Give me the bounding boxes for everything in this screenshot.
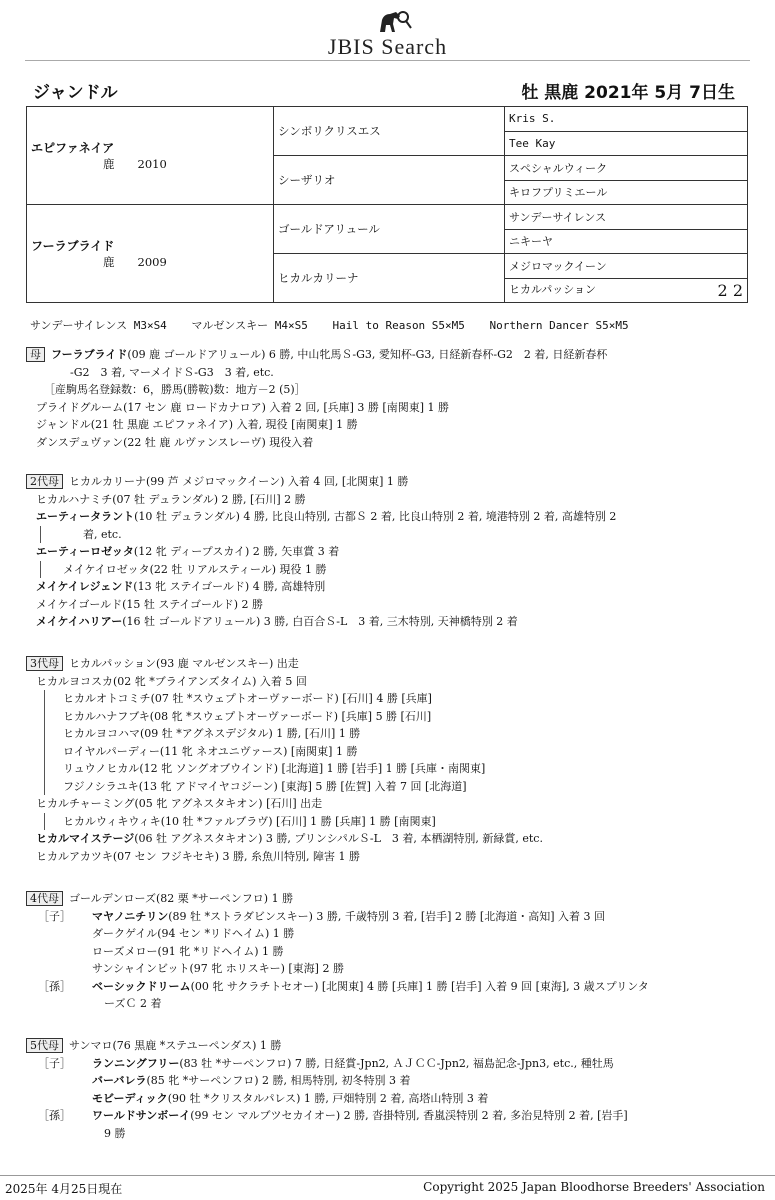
relation-label: ［子］ bbox=[38, 1056, 71, 1070]
section-tag: 2代母 bbox=[26, 474, 63, 489]
footer-rule bbox=[0, 1175, 775, 1176]
horse-record: (00 牝 サクラチトセオー) [北関東] 4 勝 [兵庫] 1 勝 [岩手] 入着 9 回 [東海], 3 歳スプリンタ bbox=[190, 979, 649, 993]
relation-label: ［孫］ bbox=[38, 979, 71, 993]
list-item bbox=[26, 578, 746, 596]
list-item bbox=[26, 960, 746, 978]
footer-date: 2025年 4月25日現在 bbox=[5, 1182, 123, 1196]
list-item bbox=[26, 508, 746, 526]
horse-link[interactable]: ローズメロー bbox=[92, 944, 158, 958]
fifth-dam-section bbox=[26, 1037, 746, 1142]
dam-sire[interactable]: ゴールドアリュール bbox=[274, 205, 505, 254]
horse-link[interactable]: メイケイゴールド bbox=[36, 597, 123, 611]
list-item bbox=[26, 543, 746, 561]
inbreeding-item: Hail to Reason S5×M5 bbox=[332, 319, 465, 332]
horse-link[interactable]: ダークゲイル bbox=[92, 927, 158, 940]
foal-row: ダンスデュヴァン(22 牡 鹿 ルヴァンスレーヴ) 現役入着 bbox=[36, 435, 314, 449]
horse-record: (11 牝 ネオユニヴァース) [南関東] 1 勝 bbox=[159, 744, 358, 758]
footer-copyright: Copyright 2025 Japan Bloodhorse Breeders' Association bbox=[423, 1180, 765, 1194]
fourth-dam-section bbox=[26, 890, 746, 1013]
list-item bbox=[40, 526, 746, 544]
horse-link[interactable]: ヒカルヨコハマ bbox=[63, 727, 140, 740]
logo-text: JBIS Search bbox=[327, 34, 448, 59]
gg-8-cell bbox=[505, 278, 748, 303]
section-tag-dam: 母 bbox=[26, 347, 45, 362]
horse-record: (07 セン フジキセキ) 3 勝, 糸魚川特別, 障害 1 勝 bbox=[112, 849, 360, 863]
horse-record: (09 牡 *アグネスデジタル) 1 勝, [石川] 1 勝 bbox=[140, 727, 361, 740]
dam-dam[interactable]: ヒカルカリーナ bbox=[274, 254, 505, 303]
dam-name[interactable]: フーラブライド bbox=[31, 239, 115, 253]
section-head-text: サンマロ(76 黒鹿 *ステユーペンダス) 1 勝 bbox=[69, 1039, 282, 1052]
horse-record: (12 牝 ディープスカイ) 2 勝, 矢車賞 3 着 bbox=[133, 545, 340, 558]
list-item bbox=[26, 596, 746, 614]
horse-link[interactable]: バーバレラ bbox=[92, 1074, 147, 1087]
list-item bbox=[44, 725, 746, 743]
sire-dam[interactable]: シーザリオ bbox=[274, 156, 505, 205]
inbreeding-line bbox=[30, 317, 647, 333]
horse-link[interactable]: ランニングフリー bbox=[92, 1056, 180, 1070]
pedigree-table bbox=[26, 106, 748, 303]
horse-link[interactable]: マヤノニチリン bbox=[92, 909, 169, 923]
horse-link[interactable]: ヒカルオトコミチ bbox=[63, 692, 151, 705]
list-item bbox=[26, 908, 746, 926]
horse-logo-icon bbox=[358, 8, 418, 34]
gg-3[interactable]: スペシャルウィーク bbox=[505, 156, 748, 181]
horse-record: (12 牝 ソングオブウインド) [北海道] 1 勝 [岩手] 1 勝 [兵庫・南関東] bbox=[139, 762, 486, 775]
gg-7[interactable]: メジロマックイーン bbox=[505, 254, 748, 279]
list-item bbox=[44, 690, 746, 708]
list-item bbox=[26, 925, 746, 943]
list-item bbox=[26, 1090, 746, 1108]
horse-link[interactable]: エーティーロゼッタ bbox=[36, 545, 134, 558]
list-item bbox=[26, 1125, 746, 1143]
dam-section-name[interactable]: フーラブライド bbox=[51, 348, 128, 361]
sire-cell bbox=[27, 107, 274, 205]
horse-record: ーズＣ 2 着 bbox=[104, 997, 162, 1010]
horse-name: ジャンドル bbox=[33, 83, 118, 103]
horse-record: (16 牡 ゴールドアリュール) 3 勝, 白百合Ｓ-L 3 着, 三木特別, 天神橋特別 2 着 bbox=[122, 615, 518, 628]
section-head-line bbox=[26, 473, 746, 491]
section-head-line bbox=[26, 890, 746, 908]
horse-link[interactable]: ワールドサンボーイ bbox=[92, 1109, 191, 1122]
dam-section-record-cont: -G2 3 着, マーメイドＳ-G3 3 着, etc. bbox=[70, 365, 274, 379]
horse-link[interactable]: メイケイロゼッタ bbox=[63, 562, 150, 576]
horse-link[interactable]: メイケイハリアー bbox=[36, 615, 123, 628]
section-tag: 3代母 bbox=[26, 656, 63, 671]
horse-record: (02 牝 *ブライアンズタイム) 入着 5 回 bbox=[113, 674, 307, 688]
list-item bbox=[44, 813, 746, 831]
section-tag: 5代母 bbox=[26, 1038, 63, 1053]
horse-link[interactable]: エーティータラント bbox=[36, 510, 135, 523]
horse-record: (94 セン *リドヘイム) 1 勝 bbox=[157, 927, 295, 940]
horse-header bbox=[33, 78, 735, 104]
horse-record: (97 牝 ホリスキー) [東海] 2 勝 bbox=[189, 962, 344, 975]
list-item bbox=[26, 995, 746, 1013]
gg-1[interactable]: Kris S. bbox=[505, 107, 748, 132]
relation-label: ［子］ bbox=[38, 909, 71, 923]
horse-link[interactable]: ヒカルヨコスカ bbox=[36, 674, 113, 688]
dam-cell bbox=[27, 205, 274, 303]
horse-link[interactable]: ヒカルマイステージ bbox=[36, 832, 135, 845]
horse-record: (89 牡 *ストラダビンスキー) 3 勝, 千歳特別 3 着, [岩手] 2 勝 [北海道・高知] 入着 3 回 bbox=[168, 909, 605, 923]
dam-section-record: (09 鹿 ゴールドアリュール) 6 勝, 中山牝馬Ｓ-G3, 愛知杯-G3, 日経新春杯-G2 2 着, 日経新春杯 bbox=[127, 348, 608, 361]
dam-detail: 鹿 2009 bbox=[103, 255, 167, 269]
list-item bbox=[26, 978, 746, 996]
gg-5[interactable]: サンデーサイレンス bbox=[505, 205, 748, 230]
list-item bbox=[26, 613, 746, 631]
inbreeding-item: サンデーサイレンス M3×S4 bbox=[30, 319, 167, 332]
horse-record: (90 牡 *クリスタルパレス) 1 勝, 戸畑特別 2 着, 高塔山特別 3 着 bbox=[167, 1091, 489, 1105]
horse-record: (08 牝 *スウェプトオーヴァーボード) [兵庫] 5 勝 [石川] bbox=[149, 709, 432, 723]
horse-link[interactable]: ヒカルハナミチ bbox=[36, 492, 113, 506]
list-item bbox=[26, 1055, 746, 1073]
section-tag: 4代母 bbox=[26, 891, 63, 906]
horse-record: (15 牡 ステイゴールド) 2 勝 bbox=[122, 597, 264, 611]
horse-record: (10 牡 *ファルブラヴ) [石川] 1 勝 [兵庫] 1 勝 [南関東] bbox=[160, 814, 436, 828]
horse-record: (13 牝 アドマイヤコジーン) [東海] 5 勝 [佐賀] 入着 7 回 [北海道] bbox=[138, 779, 467, 793]
third-dam-section bbox=[26, 655, 746, 865]
list-item bbox=[44, 743, 746, 761]
horse-record: (07 牡 デュランダル) 2 勝, [石川] 2 勝 bbox=[112, 492, 306, 506]
horse-record: (05 牝 アグネスタキオン) [石川] 出走 bbox=[134, 797, 323, 810]
horse-link[interactable]: モビーディック bbox=[92, 1091, 168, 1105]
list-item bbox=[26, 673, 746, 691]
horse-record: (85 牝 *サーペンフロ) 2 勝, 相馬特別, 初冬特別 3 着 bbox=[146, 1074, 411, 1087]
dam-produce-summary: ［産駒馬名登録数：6，勝馬(勝鞍)数：地方－2 (5)］ bbox=[44, 383, 306, 396]
jbis-logo[interactable] bbox=[0, 8, 775, 60]
list-item bbox=[26, 1072, 746, 1090]
second-dam-section bbox=[26, 473, 746, 631]
relation-label: ［孫］ bbox=[38, 1109, 71, 1122]
horse-link[interactable]: フジノシラユキ bbox=[63, 779, 139, 793]
horse-link[interactable]: ヒカルハナフブキ bbox=[63, 709, 150, 723]
horse-record: (91 牝 *リドヘイム) 1 勝 bbox=[157, 944, 284, 958]
horse-record: (06 牡 アグネスタキオン) 3 勝, プリンシパルＳ-L 3 着, 本栖湖特別, 新緑賞, etc. bbox=[134, 832, 543, 845]
foal-row: ジャンドル(21 牡 黒鹿 エピファネイア) 入着, 現役 [南関東] 1 勝 bbox=[36, 418, 358, 431]
list-item bbox=[26, 1107, 746, 1125]
list-item bbox=[44, 708, 746, 726]
gg-4[interactable]: キロフプリミエール bbox=[505, 180, 748, 205]
sire-name[interactable]: エピファネイア bbox=[31, 141, 115, 155]
horse-record: (10 牡 デュランダル) 4 勝, 比良山特別, 古都Ｓ 2 着, 比良山特別 2 着, 境港特別 2 着, 高雄特別 2 bbox=[134, 510, 617, 523]
inbreeding-item: Northern Dancer S5×M5 bbox=[489, 319, 629, 332]
horse-link[interactable]: サンシャインビット bbox=[92, 962, 190, 975]
gg-8[interactable]: ヒカルパッション bbox=[509, 282, 597, 296]
list-item bbox=[26, 830, 746, 848]
gg-6[interactable]: ニキーヤ bbox=[505, 229, 748, 254]
horse-link[interactable]: ベーシックドリーム bbox=[92, 979, 191, 993]
inbreeding-item: マルゼンスキー M4×S5 bbox=[191, 319, 308, 332]
section-head-line bbox=[26, 655, 746, 673]
list-item bbox=[44, 760, 746, 778]
horse-link[interactable]: メイケイレジェンド bbox=[36, 580, 134, 593]
dam-section bbox=[26, 346, 746, 451]
sire-detail: 鹿 2010 bbox=[103, 157, 167, 171]
horse-link[interactable]: リュウノヒカル bbox=[63, 762, 140, 775]
sire-sire[interactable]: シンボリクリスエス bbox=[274, 107, 505, 156]
foal-row: プライドグルーム(17 セン 鹿 ロードカナロア) 入着 2 回, [兵庫] 3 勝 [南関東] 1 勝 bbox=[36, 400, 449, 414]
section-head-text: ゴールデンローズ(82 栗 *サーペンフロ) 1 勝 bbox=[69, 892, 294, 905]
horse-record: (99 セン マルブツセカイオー) 2 勝, 沓掛特別, 香嵐渓特別 2 着, 多治見特別 2 着, [岩手] bbox=[190, 1109, 628, 1122]
list-item bbox=[26, 795, 746, 813]
horse-link[interactable]: ロイヤルパーディー bbox=[63, 744, 160, 758]
section-head-line bbox=[26, 1037, 746, 1055]
horse-info: 牡 黒鹿 2021年 5月 7日生 bbox=[521, 83, 735, 103]
horse-record: (13 牝 ステイゴールド) 4 勝, 高雄特別 bbox=[133, 580, 326, 593]
gg-2[interactable]: Tee Kay bbox=[505, 131, 748, 156]
section-head-text: ヒカルパッション(93 鹿 マルゼンスキー) 出走 bbox=[69, 657, 299, 670]
list-item bbox=[26, 848, 746, 866]
horse-record: (07 牡 *スウェプトオーヴァーボード) [石川] 4 勝 [兵庫] bbox=[150, 692, 432, 705]
header-rule bbox=[25, 60, 750, 61]
list-item bbox=[44, 778, 746, 796]
section-head-text: ヒカルカリーナ(99 芦 メジロマックイーン) 入着 4 回, [北関東] 1 勝 bbox=[69, 475, 409, 488]
list-item bbox=[26, 491, 746, 509]
list-item bbox=[40, 561, 746, 579]
list-item bbox=[26, 943, 746, 961]
horse-record: (83 牡 *サーペンフロ) 7 勝, 日経賞-Jpn2, ＡＪＣＣ-Jpn2, 福島記念-Jpn3, etc., 種牡馬 bbox=[179, 1056, 614, 1070]
horse-link[interactable]: ヒカルチャーミング bbox=[36, 797, 135, 810]
horse-record: (22 牡 リアルスティール) 現役 1 勝 bbox=[149, 562, 327, 576]
horse-link[interactable]: ヒカルウィキウィキ bbox=[63, 814, 161, 828]
horse-record: 着, etc. bbox=[83, 527, 122, 541]
horse-record: 9 勝 bbox=[104, 1126, 126, 1140]
horse-link[interactable]: ヒカルアカツキ bbox=[36, 849, 113, 863]
family-number: 2 2 bbox=[717, 280, 743, 300]
